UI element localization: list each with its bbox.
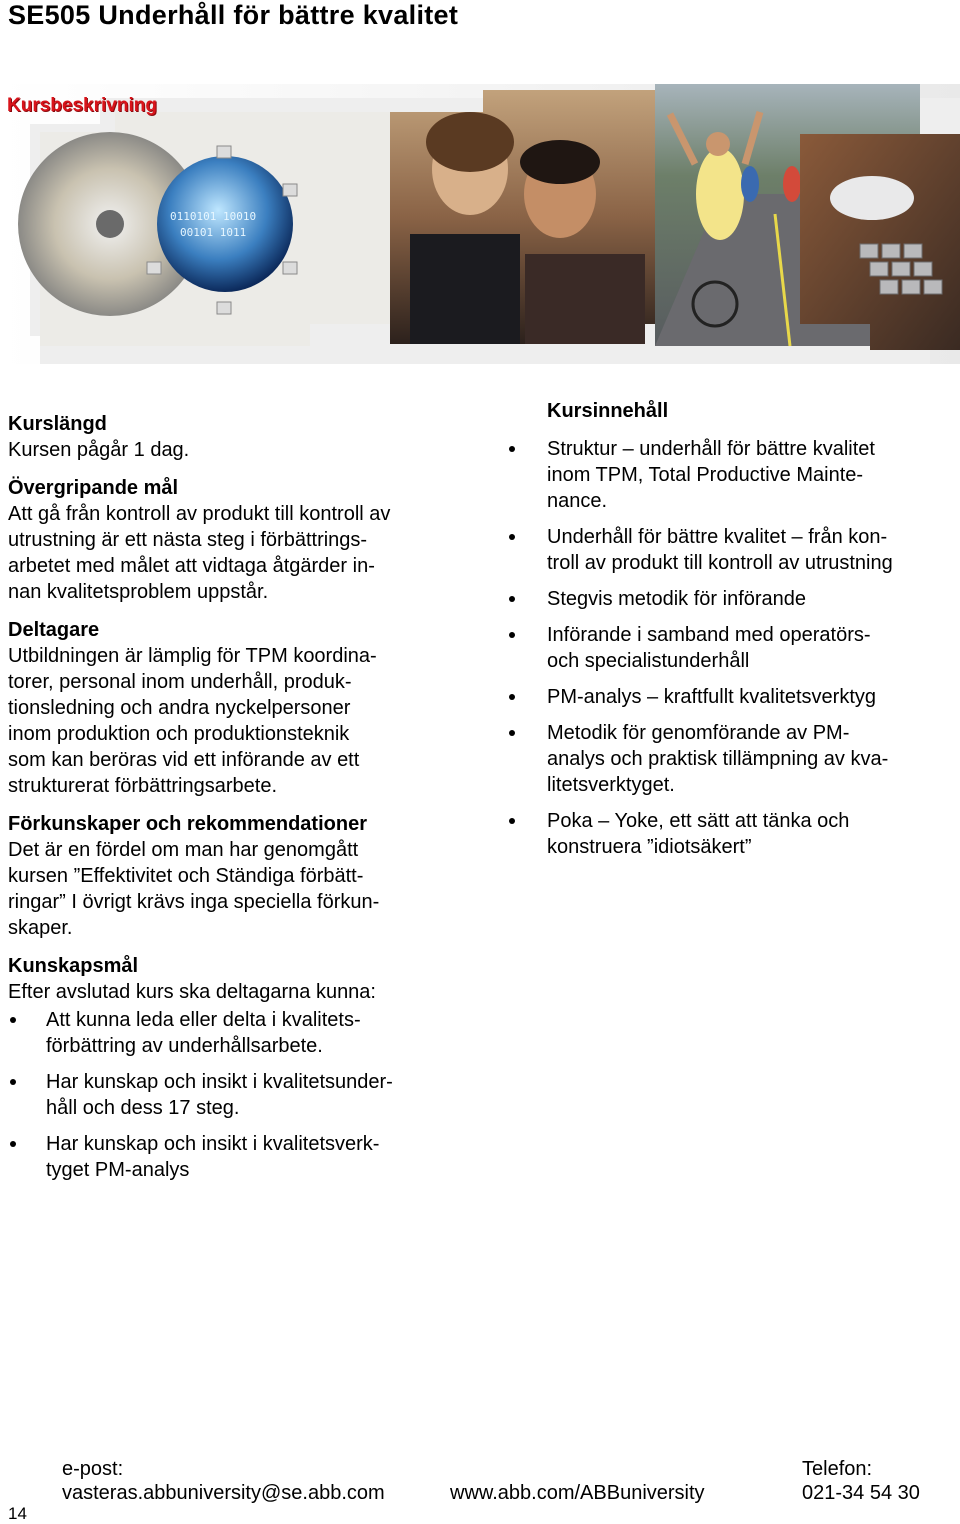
list-item: Har kunskap och insikt i kvalitetsunder- håll och dess 17 steg. (8, 1069, 448, 1121)
list-item: Att kunna leda eller delta i kvalitets- förbättring av underhållsarbete. (8, 1007, 448, 1059)
svg-text:0110101 10010: 0110101 10010 (170, 210, 257, 223)
svg-text:00101 1011: 00101 1011 (180, 226, 247, 239)
email-label: e-post: (62, 1458, 124, 1480)
right-column (507, 398, 947, 870)
section-course-length (8, 411, 448, 463)
heading-learning-goals: Kunskapsmål (8, 955, 139, 977)
email-link[interactable]: vasteras.abbuniversity@se.abb.com (62, 1482, 385, 1504)
text-line: ringar” I övrigt krävs inga speciella förkun- (8, 891, 380, 913)
list-item: Införande i samband med operatörs- och specialistunderhåll (507, 622, 947, 674)
learning-goals-intro: Efter avslutad kurs ska deltagarna kunna: (8, 981, 376, 1003)
footer (0, 1456, 960, 1524)
text-line: skaper. (8, 917, 73, 939)
heading-participants: Deltagare (8, 619, 100, 641)
banner-label: Kursbeskrivning (7, 95, 157, 116)
text-line: Det är en fördel om man har genomgått (8, 839, 359, 861)
text-line: Att gå från kontroll av produkt till kontroll av (8, 503, 391, 525)
section-overall-goal (8, 475, 448, 605)
heading-course-length: Kurslängd (8, 413, 107, 435)
list-item: Struktur – underhåll för bättre kvalitet inom TPM, Total Productive Mainte- nance. (507, 436, 947, 514)
list-item: Underhåll för bättre kvalitet – från kon- troll av produkt till kontroll av utrustning (507, 524, 947, 576)
section-learning-goals (8, 953, 448, 1183)
list-item: Stegvis metodik för införande (507, 586, 947, 612)
heading-prerequisites: Förkunskaper och rekommendationer (8, 813, 367, 835)
globe-image (157, 156, 293, 292)
left-column (8, 411, 448, 1193)
text-line: kursen ”Effektivitet och Ständiga förbätt- (8, 865, 364, 887)
course-content-list (507, 436, 947, 860)
course-banner (0, 74, 960, 370)
section-prerequisites (8, 811, 448, 941)
list-item: PM-analys – kraftfullt kvalitetsverktyg (507, 684, 947, 710)
text-line: arbetet med målet att vidtaga åtgärder in- (8, 555, 375, 577)
text-line: nan kvalitetsproblem uppstår. (8, 581, 269, 603)
heading-course-content: Kursinnehåll (547, 400, 669, 422)
text-line: tionsledning och andra nyckelpersoner (8, 697, 351, 719)
section-participants (8, 617, 448, 799)
page-number: 14 (8, 1504, 27, 1523)
text-line: strukturerat förbättringsarbete. (8, 775, 278, 797)
text-line: utrustning är ett nästa steg i förbättrings- (8, 529, 368, 551)
phone-label: Telefon: (802, 1458, 873, 1480)
text-line: torer, personal inom underhåll, produk- (8, 671, 352, 693)
website-link[interactable]: www.abb.com/ABBuniversity (450, 1482, 705, 1504)
mouse-photo (800, 134, 960, 350)
list-item: Har kunskap och insikt i kvalitetsverk- tyget PM-analys (8, 1131, 448, 1183)
banner-collage (0, 74, 960, 370)
text-line: inom produktion och produktionsteknik (8, 723, 350, 745)
list-item: Poka – Yoke, ett sätt att tänka och konstruera ”idiotsäkert” (507, 808, 947, 860)
learning-goals-list (8, 1007, 448, 1183)
list-item: Metodik för genomförande av PM- analys och praktisk tillämpning av kva- litetsverktyget. (507, 720, 947, 798)
heading-overall-goal: Övergripande mål (8, 477, 179, 499)
course-length-text: Kursen pågår 1 dag. (8, 439, 190, 461)
page-title: SE505 Underhåll för bättre kvalitet (8, 0, 459, 30)
phone-number: 021-34 54 30 (802, 1482, 920, 1504)
text-line: som kan beröras vid ett införande av ett (8, 749, 360, 771)
text-line: Utbildningen är lämplig för TPM koordina- (8, 645, 377, 667)
